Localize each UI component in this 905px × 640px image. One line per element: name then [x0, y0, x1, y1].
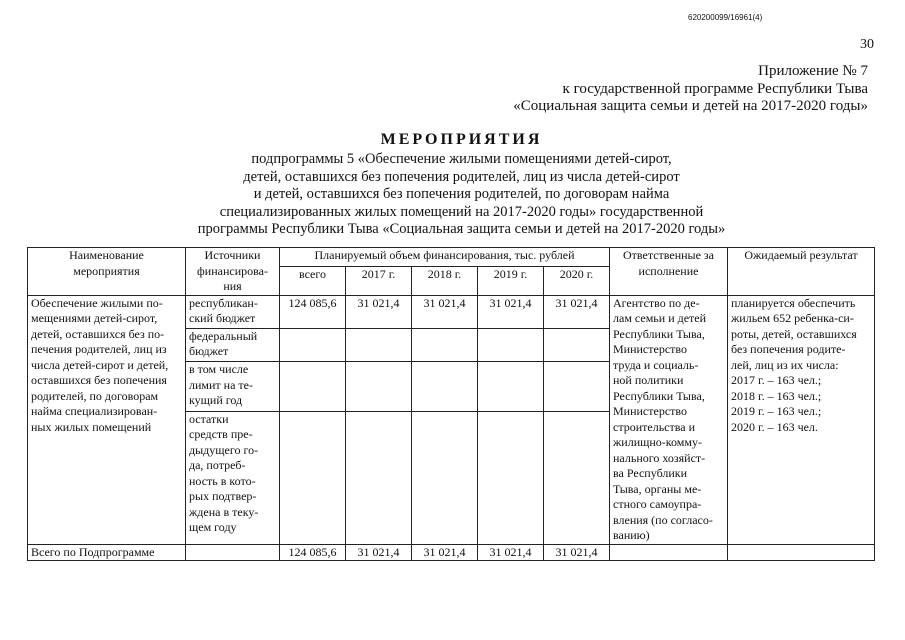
value-total: [280, 328, 346, 361]
total-row-2017: 31 021,4: [346, 544, 412, 561]
value-2017: [346, 362, 412, 412]
header-expected-result: Ожидаемый результат: [728, 248, 875, 296]
activities-table: [27, 247, 875, 561]
activity-name-cell: Обеспечение жилыми по- мещениями детей-сирот, детей, оставшихся без по- печения родителей, лиц из числа детей-сирот и детей, оставшихся без попечения родителей, по договорам найма специализирован- ных жилых помещений: [28, 295, 186, 544]
page-number: 30: [860, 37, 874, 52]
value-2020: 31 021,4: [544, 295, 610, 328]
appendix-line: к государственной программе Республики Тыва: [562, 80, 868, 97]
header-total: всего: [280, 267, 346, 295]
total-row-2018: 31 021,4: [412, 544, 478, 561]
header-2020: 2020 г.: [544, 267, 610, 295]
total-row-2019: 31 021,4: [478, 544, 544, 561]
header-2019: 2019 г.: [478, 267, 544, 295]
value-2019: [478, 411, 544, 544]
value-2018: [412, 362, 478, 412]
document-id: 620200099/16961(4): [688, 13, 763, 22]
value-2019: 31 021,4: [478, 295, 544, 328]
subtitle-line: детей, оставшихся без попечения родителей, лиц из числа детей-сирот: [243, 168, 680, 185]
value-total: [280, 362, 346, 412]
total-row-label: Всего по Подпрограмме: [28, 544, 186, 561]
header-responsible: Ответственные за исполнение: [610, 248, 728, 296]
subtitle-line: программы Республики Тыва «Социальная защита семьи и детей на 2017-2020 годы»: [197, 221, 726, 237]
value-2018: [412, 411, 478, 544]
value-total: 124 085,6: [280, 295, 346, 328]
total-row-total: 124 085,6: [280, 544, 346, 561]
value-2020: [544, 328, 610, 361]
appendix-header: [513, 63, 868, 116]
value-2020: [544, 411, 610, 544]
total-row-responsible: [610, 544, 728, 561]
source-current-year-limit: в том числе лимит на те- кущий год: [186, 362, 280, 412]
value-2019: [478, 328, 544, 361]
value-2017: [346, 328, 412, 361]
source-federal-budget: федеральный бюджет: [186, 328, 280, 361]
appendix-line: Приложение № 7: [758, 63, 868, 79]
total-row-result: [728, 544, 875, 561]
document-subtitle: [0, 151, 905, 239]
responsible-cell: Агентство по де- лам семьи и детей Республики Тыва, Министерство труда и социаль- ной политики Республики Тыва, Министерство строительства и жилищно-комму- нального хозяйст- ва Республики Тыва, органы ме- стного самоупра- вления (по согласо- ванию): [610, 295, 728, 544]
value-2020: [544, 362, 610, 412]
header-2018: 2018 г.: [412, 267, 478, 295]
value-2018: 31 021,4: [412, 295, 478, 328]
header-2017: 2017 г.: [346, 267, 412, 295]
header-planned-financing: Планируемый объем финансирования, тыс. рублей: [280, 248, 610, 267]
subtitle-line: специализированных жилых помещений на 2017-2020 годы» государственной: [219, 203, 704, 220]
header-activity: Наименование мероприятия: [28, 248, 186, 296]
value-2017: [346, 411, 412, 544]
subtitle-line: и детей, оставшихся без попечения родителей, по договорам найма: [253, 186, 670, 202]
source-regional-budget: республикан- ский бюджет: [186, 295, 280, 328]
appendix-line: «Социальная защита семьи и детей на 2017-2020 годы»: [513, 98, 868, 114]
header-source: Источники финансирова- ния: [186, 248, 280, 296]
total-row-source: [186, 544, 280, 561]
expected-result-cell: планируется обеспечить жильем 652 ребенка-си- роты, детей, оставшихся без попечения родите- лей, лиц из их числа: 2017 г. – 163 чел.; 2018 г. – 163 чел.; 2019 г. – 163 чел.; 2020 г. – 163 чел.: [728, 295, 875, 544]
subtitle-line: подпрограммы 5 «Обеспечение жилыми помещениями детей-сирот,: [251, 151, 672, 167]
value-total: [280, 411, 346, 544]
total-row-2020: 31 021,4: [544, 544, 610, 561]
value-2017: 31 021,4: [346, 295, 412, 328]
value-2019: [478, 362, 544, 412]
document-title: МЕРОПРИЯТИЯ: [380, 131, 543, 148]
value-2018: [412, 328, 478, 361]
source-previous-year-remainder: остатки средств пре- дыдущего го- да, потреб- ность в кото- рых подтвер- ждена в теку- щем году: [186, 411, 280, 544]
